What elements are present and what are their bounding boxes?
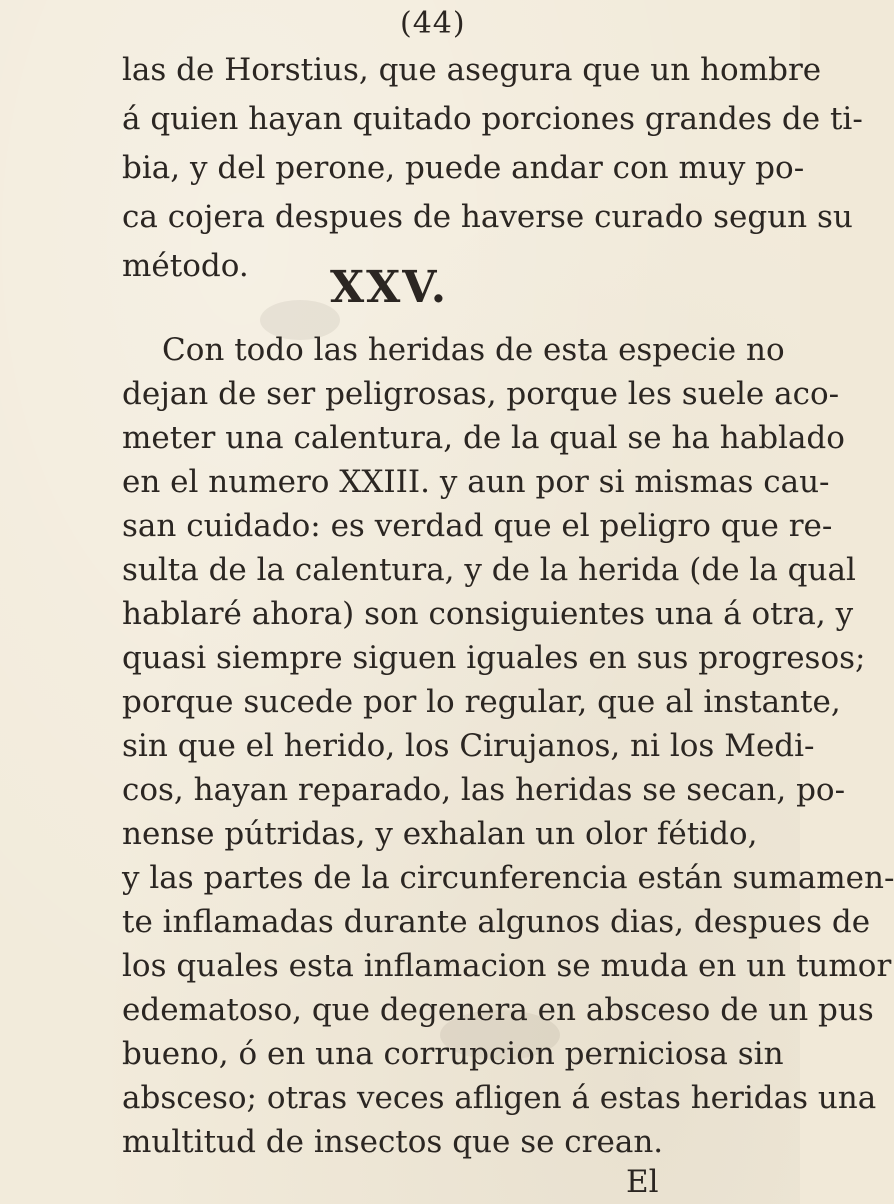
text-line: bueno, ó en una corrupcion perniciosa sin [122,1036,784,1072]
text-line: meter una calentura, de la qual se ha hablado [122,420,845,456]
text-line: te inflamadas durante algunos dias, despues de [122,904,871,940]
text-line: á quien hayan quitado porciones grandes de ti- [122,101,863,137]
text-line: y las partes de la circunferencia están sumamen- [122,860,894,896]
section-heading: XXV. [330,262,449,313]
text-line: Con todo las heridas de esta especie no [162,332,785,368]
text-line: nense pútridas, y exhalan un olor fétido, [122,816,758,852]
text-line: absceso; otras veces afligen á estas heridas una [122,1080,877,1116]
text-line: sulta de la calentura, y de la herida (de la qual [122,552,856,588]
text-line: las de Horstius, que asegura que un hombre [122,52,822,88]
text-line: quasi siempre siguen iguales en sus progresos; [122,640,866,676]
text-line: multitud de insectos que se crean. [122,1124,664,1160]
text-line: porque sucede por lo regular, que al instante, [122,684,841,720]
text-line: método. [122,248,249,284]
text-line: cos, hayan reparado, las heridas se secan, po- [122,772,846,808]
text-line: dejan de ser peligrosas, porque les suele aco- [122,376,840,412]
text-line: los quales esta inflamacion se muda en un tumor [122,948,892,984]
text-line: en el numero XXIII. y aun por si mismas cau- [122,464,830,500]
text-line: san cuidado: es verdad que el peligro que re- [122,508,833,544]
text-line: hablaré ahora) son consiguientes una á otra, y [122,596,854,632]
text-line: bia, y del perone, puede andar con muy po- [122,150,805,186]
page-number: (44) [400,6,466,41]
text-line: ca cojera despues de haverse curado segun su [122,199,853,235]
text-line: edematoso, que degenera en absceso de un pus [122,992,874,1028]
text-line: sin que el herido, los Cirujanos, ni los Medi- [122,728,815,764]
catchword: El [626,1164,659,1200]
